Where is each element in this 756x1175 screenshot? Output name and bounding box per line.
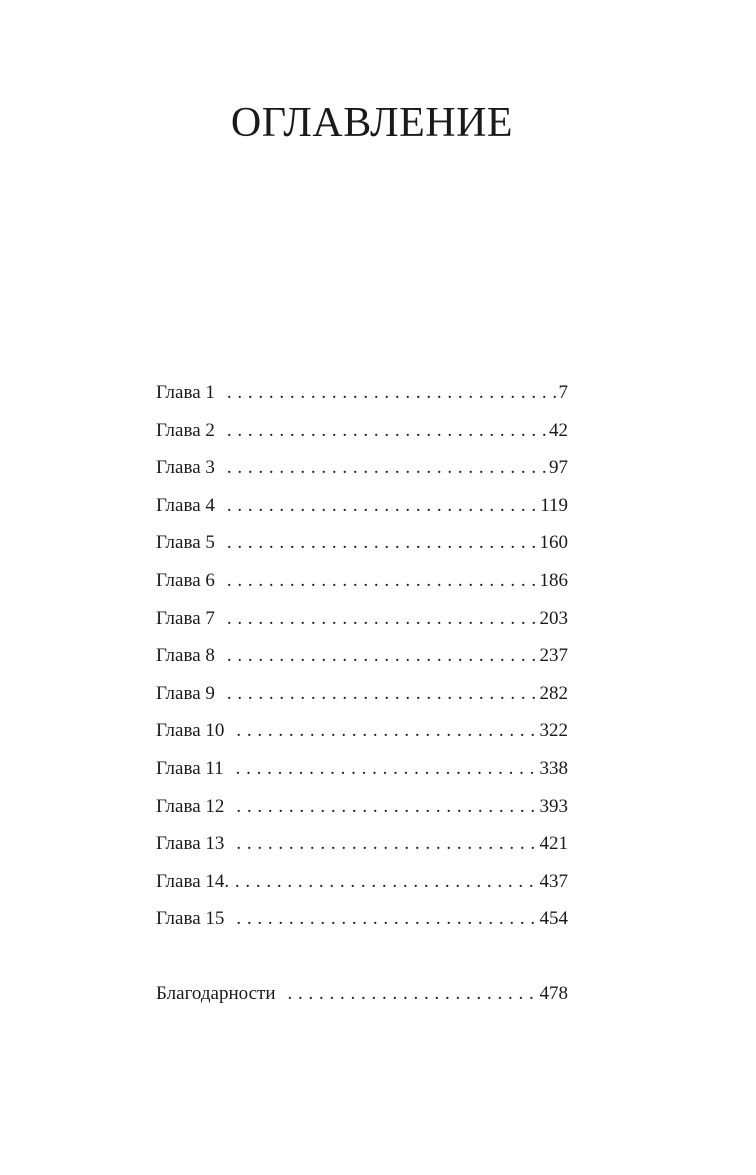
- toc-entry-chapter-5[interactable]: [156, 524, 568, 562]
- toc-entry-label: Глава 4: [156, 494, 215, 516]
- toc-entry-label: Глава 2: [156, 419, 215, 441]
- toc-entry-page: 7: [558, 382, 568, 403]
- dot-leader: [227, 562, 538, 600]
- toc-entry-label: Глава 15: [156, 908, 225, 930]
- dot-leader: [227, 675, 538, 713]
- toc-entry-page: 393: [539, 795, 568, 817]
- dot-leader: [227, 637, 538, 675]
- dot-leader: [288, 975, 538, 1013]
- dot-leader: [227, 449, 547, 487]
- table-of-contents: [156, 374, 568, 1013]
- toc-entry-chapter-14[interactable]: [156, 863, 568, 901]
- section-spacer: [156, 938, 568, 975]
- toc-entry-label: Глава 3: [156, 457, 215, 479]
- dot-leader: [227, 524, 538, 562]
- toc-entry-page: 454: [539, 908, 568, 930]
- dot-leader: [227, 487, 538, 525]
- toc-entry-label: Глава 5: [156, 532, 215, 554]
- toc-entry-chapter-12[interactable]: [156, 788, 568, 826]
- toc-entry-page: 282: [539, 682, 568, 704]
- toc-entry-page: 42: [549, 419, 568, 441]
- toc-entry-label: Глава 14: [156, 870, 225, 892]
- dot-leader: [236, 712, 537, 750]
- toc-entry-chapter-10[interactable]: [156, 712, 568, 750]
- toc-entry-label: Глава 9: [156, 682, 215, 704]
- toc-entry-chapter-7[interactable]: [156, 600, 568, 638]
- toc-entry-chapter-1[interactable]: [156, 374, 568, 412]
- toc-entry-label: Глава 7: [156, 607, 215, 629]
- toc-entry-label: Глава 11: [156, 757, 224, 779]
- toc-entry-label: Глава 1: [156, 382, 215, 403]
- toc-entry-page: 338: [539, 757, 568, 779]
- toc-entry-chapter-9[interactable]: [156, 675, 568, 713]
- dot-leader: [227, 600, 538, 638]
- toc-entry-page: 421: [539, 833, 568, 855]
- toc-entry-acknowledgements[interactable]: [156, 975, 568, 1013]
- dot-leader: [236, 750, 538, 788]
- toc-entry-label: Глава 6: [156, 569, 215, 591]
- toc-entry-page: 237: [539, 645, 568, 667]
- toc-entry-label: Глава 12: [156, 795, 225, 817]
- toc-entry-page: 478: [539, 982, 568, 1004]
- dot-leader: [227, 412, 547, 450]
- dot-leader: [224, 863, 537, 901]
- dot-leader: [236, 900, 537, 938]
- toc-entry-label: Глава 13: [156, 833, 225, 855]
- dot-leader: [227, 374, 557, 412]
- toc-entry-chapter-3[interactable]: [156, 449, 568, 487]
- toc-entry-page: 119: [540, 494, 568, 516]
- toc-entry-page: 203: [539, 607, 568, 629]
- dot-leader: [236, 825, 537, 863]
- page-title: ОГЛАВЛЕНИЕ: [230, 100, 514, 147]
- dot-leader: [236, 788, 537, 826]
- toc-entry-page: 97: [549, 457, 568, 479]
- toc-entry-chapter-8[interactable]: [156, 637, 568, 675]
- toc-entry-page: 186: [539, 569, 568, 591]
- toc-entry-chapter-11[interactable]: [156, 750, 568, 788]
- toc-entry-chapter-4[interactable]: [156, 487, 568, 525]
- toc-entry-page: 437: [539, 870, 568, 892]
- toc-entry-label: Благодарности: [156, 982, 276, 1004]
- toc-entry-label: Глава 10: [156, 720, 225, 742]
- toc-entry-chapter-2[interactable]: [156, 412, 568, 450]
- toc-entry-page: 160: [539, 532, 568, 554]
- toc-entry-label: Глава 8: [156, 645, 215, 667]
- toc-entry-chapter-13[interactable]: [156, 825, 568, 863]
- toc-entry-chapter-15[interactable]: [156, 900, 568, 938]
- toc-entry-page: 322: [539, 720, 568, 742]
- toc-entry-chapter-6[interactable]: [156, 562, 568, 600]
